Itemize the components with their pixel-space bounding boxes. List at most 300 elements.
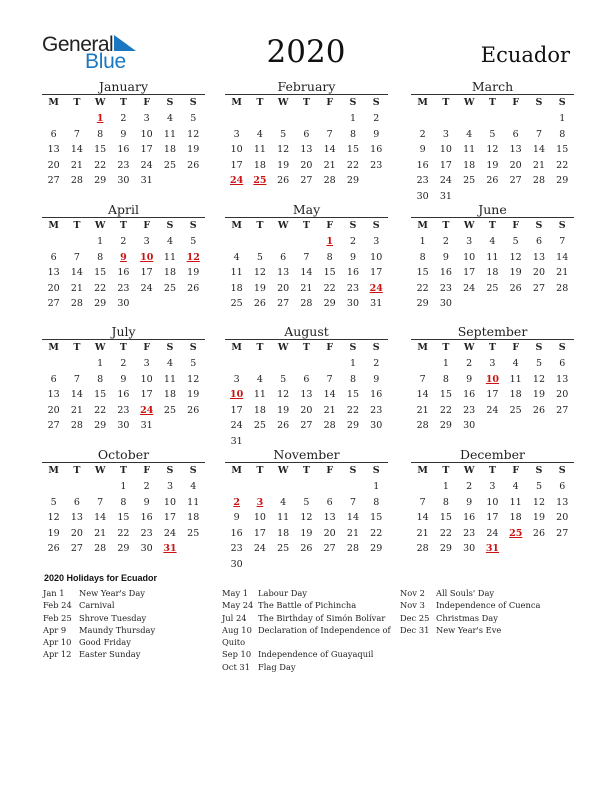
day-cell: 9 (373, 128, 380, 140)
day-cell: 6 (73, 496, 80, 508)
holiday-name: New Year's Day (79, 588, 145, 598)
day-cell: 17 (253, 527, 266, 539)
day-cell: 9 (466, 373, 473, 385)
week-row (411, 127, 574, 143)
weekday-header: S (535, 220, 543, 231)
day-cell: 2 (120, 358, 127, 369)
day-cell: 23 (463, 404, 476, 416)
week-row (42, 281, 205, 297)
holiday-name: Labour Day (258, 588, 307, 598)
day-cell: 10 (486, 496, 499, 508)
day-cell: 4 (256, 373, 263, 385)
day-cell (411, 479, 434, 495)
day-cell (458, 296, 481, 312)
weekday-header: S (535, 97, 543, 108)
day-cell (551, 418, 574, 434)
weekday-header: T (302, 342, 310, 353)
day-cell: 5 (256, 251, 263, 263)
day-cell: 18 (253, 404, 266, 416)
day-cell (318, 557, 341, 573)
holiday-item (400, 624, 540, 636)
day-cell: 9 (419, 144, 426, 156)
day-cell: 13 (556, 373, 569, 385)
day-cell: 21 (323, 404, 336, 416)
day-cell: 28 (416, 420, 429, 432)
weekday-header-row (225, 94, 388, 111)
holiday-item (222, 599, 391, 611)
holiday-day-cell: 10 (140, 251, 154, 263)
month-december (411, 447, 574, 557)
day-cell: 21 (416, 527, 429, 539)
weekday-header: S (166, 220, 174, 231)
day-cell: 11 (277, 512, 290, 524)
day-cell: 8 (97, 251, 104, 263)
day-cell: 23 (230, 543, 243, 555)
day-cell: 20 (300, 404, 313, 416)
month-february (225, 79, 388, 189)
weekday-header: M (231, 220, 242, 231)
month-january (42, 79, 205, 189)
day-cell: 10 (253, 512, 266, 524)
day-cell: 28 (94, 543, 107, 555)
weekday-header: M (231, 342, 242, 353)
day-cell: 4 (166, 236, 173, 247)
day-cell: 25 (253, 420, 266, 432)
day-cell: 2 (120, 113, 127, 124)
day-cell: 23 (117, 159, 130, 171)
day-cell: 16 (117, 267, 130, 279)
day-cell: 9 (442, 251, 449, 263)
day-cell: 24 (486, 527, 499, 539)
day-cell: 10 (140, 373, 153, 385)
holiday-name: The Birthday of Simón Bolívar (258, 612, 386, 623)
day-cell: 6 (50, 251, 57, 263)
holiday-date: May 24 (222, 600, 254, 611)
day-cell: 14 (532, 144, 545, 156)
weekday-header: T (73, 342, 81, 353)
day-cell (481, 296, 504, 312)
day-cell (182, 296, 205, 312)
day-cell: 24 (140, 159, 153, 171)
day-cell: 27 (47, 420, 60, 432)
day-cell: 22 (346, 404, 359, 416)
holiday-day-cell: 25 (509, 527, 523, 539)
day-cell: 27 (323, 543, 336, 555)
week-row (411, 234, 574, 250)
day-cell: 5 (535, 481, 542, 492)
day-cell: 31 (140, 420, 153, 432)
day-cell: 8 (326, 251, 333, 263)
day-cell: 18 (277, 527, 290, 539)
weekday-header: T (256, 342, 264, 353)
day-cell: 29 (370, 543, 383, 555)
weekday-header: F (143, 97, 151, 108)
day-cell: 18 (253, 159, 266, 171)
day-cell: 22 (117, 527, 130, 539)
week-row (411, 250, 574, 266)
holiday-name: The Battle of Pichincha (258, 600, 357, 611)
day-cell: 6 (280, 251, 287, 263)
day-cell: 12 (509, 251, 522, 263)
week-row (42, 111, 205, 127)
day-cell: 13 (47, 267, 60, 279)
day-cell: 25 (486, 282, 499, 294)
day-cell (182, 541, 205, 557)
weekday-header: T (442, 220, 450, 231)
weekday-header: S (189, 342, 197, 353)
weekday-header: W (277, 97, 289, 108)
weekday-header: S (349, 342, 357, 353)
weekday-header: W (94, 342, 106, 353)
month-may (225, 202, 388, 312)
week-row (42, 387, 205, 403)
day-cell: 3 (143, 236, 150, 247)
day-cell: 17 (439, 159, 452, 171)
country-name: Ecuador (480, 43, 570, 67)
month-name: October (97, 447, 150, 462)
holiday-item (222, 636, 391, 648)
day-cell: 26 (300, 543, 313, 555)
week-row (42, 479, 205, 495)
day-cell: 20 (277, 282, 290, 294)
weekday-header: F (143, 465, 151, 476)
holiday-name: Independence of Guayaquil (258, 649, 374, 660)
day-cell: 7 (73, 251, 80, 263)
week-row (411, 479, 574, 495)
month-name: September (457, 324, 528, 339)
day-cell: 26 (47, 543, 60, 555)
day-cell: 9 (143, 496, 150, 508)
week-row (411, 403, 574, 419)
day-cell: 18 (230, 282, 243, 294)
weekday-header: F (326, 220, 334, 231)
day-cell: 1 (442, 481, 449, 492)
day-cell: 8 (97, 373, 104, 385)
holiday-date: Apr 12 (43, 649, 72, 660)
week-row (411, 142, 574, 158)
weekday-header: F (512, 97, 520, 108)
holiday-day-cell: 24 (369, 282, 383, 294)
holiday-date: May 1 (222, 588, 249, 598)
weekday-header: S (166, 97, 174, 108)
day-cell: 22 (416, 282, 429, 294)
holiday-date: Jan 1 (43, 588, 65, 598)
day-cell (135, 296, 158, 312)
month-name: March (471, 79, 514, 94)
day-cell: 27 (532, 282, 545, 294)
day-cell (225, 111, 248, 127)
day-cell: 1 (442, 358, 449, 369)
day-cell: 19 (532, 389, 545, 401)
holiday-day-cell: 9 (120, 251, 127, 263)
weekday-header-row (42, 217, 205, 234)
week-row (411, 265, 574, 281)
month-name: August (284, 324, 329, 339)
day-cell: 12 (300, 512, 313, 524)
holidays-column (43, 587, 155, 661)
day-cell (551, 296, 574, 312)
day-cell: 26 (187, 159, 200, 171)
holiday-item (43, 612, 155, 624)
day-cell: 26 (253, 298, 266, 310)
month-name: April (108, 202, 139, 217)
day-cell: 29 (94, 175, 107, 187)
day-cell: 6 (326, 496, 333, 508)
day-cell: 5 (190, 113, 197, 124)
week-row (225, 296, 388, 312)
day-cell: 16 (230, 527, 243, 539)
day-cell: 2 (419, 128, 426, 140)
weekday-header: W (463, 220, 475, 231)
holiday-day-cell: 1 (96, 113, 104, 124)
week-row (225, 510, 388, 526)
day-cell: 13 (300, 389, 313, 401)
day-cell: 17 (163, 512, 176, 524)
weekday-header: W (463, 342, 475, 353)
holiday-day-cell: 1 (326, 236, 333, 247)
day-cell: 12 (277, 389, 290, 401)
day-cell: 8 (419, 251, 426, 263)
day-cell (318, 111, 341, 127)
day-cell: 16 (117, 144, 130, 156)
weekday-header: F (326, 97, 334, 108)
month-november (225, 447, 388, 573)
month-september (411, 324, 574, 434)
weekday-header: T (256, 97, 264, 108)
weekday-header-row (42, 462, 205, 479)
day-cell: 29 (323, 298, 336, 310)
weekday-header: T (488, 220, 496, 231)
day-cell: 15 (439, 389, 452, 401)
day-cell: 2 (349, 236, 356, 247)
holiday-date: Dec 25 (400, 612, 430, 623)
day-cell: 30 (439, 298, 452, 310)
day-cell: 2 (466, 358, 473, 369)
day-cell (295, 479, 318, 495)
weekday-header: M (48, 342, 59, 353)
month-name: November (273, 447, 340, 462)
day-cell: 23 (370, 404, 383, 416)
weekday-header: S (189, 97, 197, 108)
day-cell: 17 (230, 404, 243, 416)
day-cell: 8 (97, 128, 104, 140)
day-cell: 4 (256, 128, 263, 140)
day-cell: 13 (47, 144, 60, 156)
week-row (42, 418, 205, 434)
day-cell: 7 (419, 373, 426, 385)
day-cell: 15 (370, 512, 383, 524)
day-cell (341, 479, 364, 495)
holiday-name: New Year's Eve (436, 624, 502, 635)
day-cell: 22 (439, 404, 452, 416)
day-cell: 11 (187, 496, 200, 508)
day-cell: 21 (323, 159, 336, 171)
day-cell: 25 (187, 527, 200, 539)
weekday-header: W (277, 465, 289, 476)
day-cell: 27 (556, 404, 569, 416)
day-cell: 13 (70, 512, 83, 524)
day-cell: 29 (94, 298, 107, 310)
day-cell: 17 (486, 512, 499, 524)
holiday-item (400, 599, 540, 611)
week-row (42, 541, 205, 557)
week-row (411, 510, 574, 526)
week-row (225, 372, 388, 388)
day-cell: 7 (326, 128, 333, 140)
month-name: July (111, 324, 136, 339)
day-cell (272, 234, 295, 250)
month-august (225, 324, 388, 450)
day-cell: 19 (532, 512, 545, 524)
day-cell (411, 111, 434, 127)
holiday-date: Nov 2 (400, 588, 425, 598)
holiday-name: Independence of Cuenca (436, 600, 541, 611)
calendar-year: 2020 (266, 34, 346, 70)
weekday-header: T (256, 465, 264, 476)
day-cell: 17 (230, 159, 243, 171)
day-cell: 21 (346, 527, 359, 539)
day-cell: 6 (559, 481, 566, 492)
weekday-header: T (119, 220, 127, 231)
day-cell: 19 (187, 267, 200, 279)
day-cell: 5 (535, 358, 542, 369)
month-october (42, 447, 205, 557)
week-row (225, 265, 388, 281)
week-row (411, 495, 574, 511)
day-cell: 18 (163, 389, 176, 401)
day-cell: 20 (556, 389, 569, 401)
day-cell (458, 111, 481, 127)
day-cell: 19 (253, 282, 266, 294)
day-cell: 24 (253, 543, 266, 555)
holiday-day-cell: 10 (485, 373, 500, 385)
weekday-header: W (94, 220, 106, 231)
day-cell: 19 (187, 144, 200, 156)
day-cell: 22 (323, 282, 336, 294)
weekday-header: T (442, 342, 450, 353)
holiday-date: Dec 31 (400, 624, 430, 635)
day-cell (248, 557, 271, 573)
day-cell: 13 (509, 144, 522, 156)
day-cell: 18 (163, 144, 176, 156)
weekday-header: T (119, 97, 127, 108)
day-cell: 23 (370, 159, 383, 171)
day-cell (272, 111, 295, 127)
day-cell: 21 (532, 159, 545, 171)
day-cell: 15 (439, 512, 452, 524)
day-cell: 11 (253, 144, 266, 156)
day-cell: 15 (94, 144, 107, 156)
day-cell: 28 (556, 282, 569, 294)
day-cell: 22 (94, 282, 107, 294)
day-cell: 4 (466, 128, 473, 140)
day-cell: 8 (442, 496, 449, 508)
day-cell (504, 296, 527, 312)
day-cell: 15 (323, 267, 336, 279)
week-row (411, 541, 574, 557)
day-cell: 27 (556, 527, 569, 539)
week-row (225, 281, 388, 297)
weekday-header: M (417, 465, 428, 476)
week-row (225, 111, 388, 127)
day-cell: 8 (120, 496, 127, 508)
week-row (225, 158, 388, 174)
day-cell (182, 173, 205, 189)
holiday-date: Feb 24 (43, 600, 72, 611)
day-cell: 24 (439, 175, 452, 187)
week-row (42, 158, 205, 174)
holiday-day-cell: 31 (485, 543, 500, 555)
day-cell: 14 (416, 389, 429, 401)
day-cell: 14 (70, 389, 83, 401)
weekday-header: S (372, 342, 380, 353)
day-cell: 3 (143, 358, 150, 369)
holidays-column (400, 587, 540, 636)
month-july (42, 324, 205, 434)
day-cell: 16 (463, 389, 476, 401)
day-cell: 24 (486, 404, 499, 416)
day-cell (42, 111, 65, 127)
day-cell: 21 (70, 282, 83, 294)
day-cell: 21 (300, 282, 313, 294)
day-cell: 25 (277, 543, 290, 555)
weekday-header: T (302, 465, 310, 476)
day-cell: 5 (50, 496, 57, 508)
week-row (411, 372, 574, 388)
day-cell: 17 (140, 389, 153, 401)
day-cell: 30 (117, 175, 130, 187)
day-cell: 15 (94, 267, 107, 279)
day-cell: 27 (509, 175, 522, 187)
day-cell: 8 (373, 496, 380, 508)
weekday-header: W (94, 97, 106, 108)
day-cell: 22 (439, 527, 452, 539)
week-row (42, 510, 205, 526)
month-name: February (277, 79, 336, 94)
day-cell: 29 (439, 420, 452, 432)
day-cell: 28 (416, 543, 429, 555)
day-cell: 30 (230, 558, 243, 570)
holiday-item (43, 636, 155, 648)
weekday-header: M (417, 342, 428, 353)
holiday-name: All Souls' Day (436, 588, 495, 598)
day-cell: 4 (166, 358, 173, 369)
weekday-header: S (166, 342, 174, 353)
week-row (411, 418, 574, 434)
weekday-header-row (411, 217, 574, 234)
day-cell: 14 (70, 144, 83, 156)
week-row (411, 281, 574, 297)
day-cell: 19 (300, 527, 313, 539)
weekday-header: M (231, 465, 242, 476)
week-row (225, 234, 388, 250)
day-cell (527, 296, 550, 312)
week-row (42, 265, 205, 281)
day-cell: 27 (70, 543, 83, 555)
day-cell: 15 (117, 512, 130, 524)
weekday-header-row (411, 94, 574, 111)
day-cell: 26 (277, 420, 290, 432)
day-cell: 29 (439, 543, 452, 555)
day-cell: 20 (47, 159, 60, 171)
day-cell: 4 (190, 481, 197, 492)
weekday-header: S (558, 220, 566, 231)
day-cell: 3 (166, 481, 173, 492)
day-cell (295, 557, 318, 573)
month-march (411, 79, 574, 205)
day-cell (158, 418, 181, 434)
weekday-header: S (535, 342, 543, 353)
